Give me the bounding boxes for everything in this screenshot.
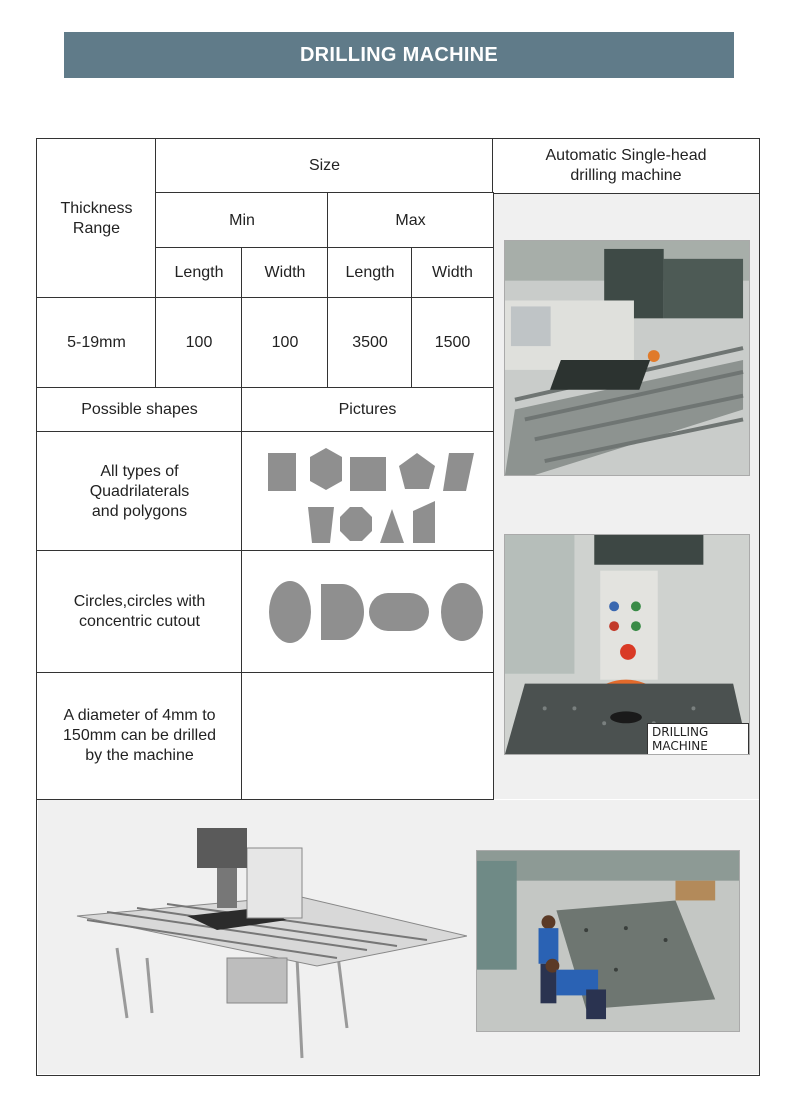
size-header [155,138,494,194]
max-length-cell [327,297,413,389]
diameter-label-cell [36,672,243,800]
pentagon-shape-icon [399,453,435,489]
oval-shape-icon [441,583,483,641]
trapezoid-shape-icon [308,507,334,543]
square-shape-icon [350,457,386,491]
triangle-shape-icon [380,509,404,543]
polygons-label-cell [36,431,243,552]
circle-shapes-illustration [248,562,488,662]
length-label: Length [345,264,395,281]
parallelogram-shape-icon [443,453,474,491]
polygon-shapes-illustration [248,437,488,547]
diameter-label: A diameter of 4mm to 150mm can be drilled by the machine [63,707,216,764]
max-width-cell [411,297,494,389]
circles-picture-cell [241,550,494,674]
min-length-header [155,247,243,299]
max-label: Max [395,211,426,229]
size-label: Size [308,157,341,174]
possible-shapes-header [36,387,243,433]
polygons-label: All types of Quadrilaterals and polygons [89,462,190,520]
workers-photo [476,850,740,1032]
width-label: Width [264,264,306,281]
polygons-picture-cell [241,431,494,552]
workers-drilling-glass-image [477,851,739,1031]
circles-label: Circles,circles with concentric cutout [73,593,206,630]
d-shape-icon [321,584,364,640]
machine-title: Automatic Single-head drilling machine [545,147,707,184]
min-width-header [241,247,329,299]
diameter-picture-cell [241,672,494,800]
min-label: Min [229,211,255,229]
thickness-range-header [36,138,157,299]
thickness-range-label: Thickness Range [60,199,133,237]
machine-photo-1 [504,240,750,476]
min-header [155,192,329,249]
page-title-banner [64,32,734,78]
min-length-cell [155,297,243,389]
thickness-value-cell [36,297,157,389]
stadium-shape-icon [369,593,429,631]
length-label: Length [174,264,224,281]
max-width-header [411,247,494,299]
pictures-label: Pictures [338,401,397,418]
pictures-header [241,387,494,433]
width-label: Width [432,264,473,281]
max-length-value: 3500 [352,334,388,351]
thickness-value: 5-19mm [67,334,126,351]
max-header [327,192,494,249]
machine-product-photo [67,808,467,1066]
machine-title-cell [492,138,760,194]
min-width-value: 100 [271,334,299,351]
drill-head-image [505,535,749,754]
page-title: DRILLING MACHINE [299,43,499,66]
plate-text: DRILLING MACHINE [652,725,709,753]
possible-shapes-label: Possible shapes [81,401,198,418]
octagon-shape-icon [340,507,372,541]
hexagon-shape-icon [310,448,342,490]
factory-conveyor-image [505,241,749,475]
drilling-machine-plate [647,723,749,755]
rectangle-shape-icon [268,453,296,491]
ellipse-shape-icon [269,581,311,643]
max-width-value: 1500 [434,334,471,351]
circles-label-cell [36,550,243,674]
min-length-value: 100 [185,334,213,351]
quadrilateral-shape-icon [413,501,435,543]
machine-photo-2 [504,534,750,755]
drilling-machine-illustration [67,808,467,1066]
min-width-cell [241,297,329,389]
max-length-header [327,247,413,299]
